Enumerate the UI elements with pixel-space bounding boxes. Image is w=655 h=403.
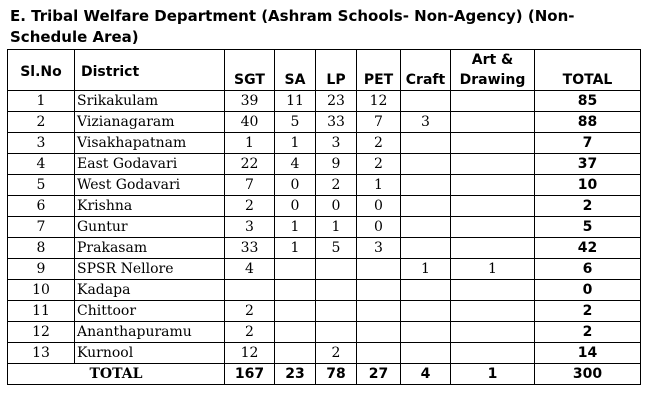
cell-district: Prakasam <box>75 238 225 259</box>
cell-slno: 4 <box>8 154 75 175</box>
header-row <box>8 50 641 91</box>
cell-craft <box>401 154 451 175</box>
cell-total: 10 <box>535 175 641 196</box>
cell-pet <box>357 322 401 343</box>
header-art-line2: Drawing <box>459 72 526 88</box>
cell-pet: 0 <box>357 196 401 217</box>
cell-art <box>451 112 535 133</box>
cell-total: 14 <box>535 343 641 364</box>
cell-sgt: 2 <box>225 196 275 217</box>
cell-total: 2 <box>535 301 641 322</box>
cell-lp: 33 <box>316 112 357 133</box>
cell-slno: 2 <box>8 112 75 133</box>
cell-slno: 5 <box>8 175 75 196</box>
cell-lp <box>316 280 357 301</box>
cell-sa <box>275 301 316 322</box>
cell-pet: 12 <box>357 91 401 112</box>
cell-craft: 1 <box>401 259 451 280</box>
table-row <box>8 112 641 133</box>
cell-lp: 3 <box>316 133 357 154</box>
cell-sa: 1 <box>275 238 316 259</box>
cell-art <box>451 91 535 112</box>
cell-craft: 3 <box>401 112 451 133</box>
cell-art <box>451 322 535 343</box>
cell-art <box>451 133 535 154</box>
cell-lp: 1 <box>316 217 357 238</box>
cell-sgt <box>225 280 275 301</box>
cell-slno: 7 <box>8 217 75 238</box>
header-sgt: SGT <box>225 50 275 91</box>
header-slno: Sl.No <box>8 50 75 91</box>
cell-sgt: 2 <box>225 322 275 343</box>
cell-district: Kadapa <box>75 280 225 301</box>
cell-craft <box>401 217 451 238</box>
totals-art: 1 <box>451 364 535 385</box>
cell-sa: 1 <box>275 217 316 238</box>
cell-art <box>451 154 535 175</box>
cell-art: 1 <box>451 259 535 280</box>
totals-total: 300 <box>535 364 641 385</box>
header-lp: LP <box>316 50 357 91</box>
cell-art <box>451 238 535 259</box>
cell-district: East Godavari <box>75 154 225 175</box>
table-row <box>8 91 641 112</box>
cell-craft <box>401 91 451 112</box>
cell-sa: 0 <box>275 175 316 196</box>
cell-sgt: 3 <box>225 217 275 238</box>
cell-sgt: 1 <box>225 133 275 154</box>
cell-district: Srikakulam <box>75 91 225 112</box>
cell-district: Chittoor <box>75 301 225 322</box>
cell-district: Visakhapatnam <box>75 133 225 154</box>
cell-craft <box>401 301 451 322</box>
cell-total: 7 <box>535 133 641 154</box>
totals-lp: 78 <box>316 364 357 385</box>
cell-pet <box>357 280 401 301</box>
cell-sgt: 22 <box>225 154 275 175</box>
cell-art <box>451 280 535 301</box>
cell-pet: 1 <box>357 175 401 196</box>
cell-total: 2 <box>535 196 641 217</box>
cell-art <box>451 301 535 322</box>
cell-pet: 7 <box>357 112 401 133</box>
cell-total: 88 <box>535 112 641 133</box>
cell-district: Vizianagaram <box>75 112 225 133</box>
cell-craft <box>401 343 451 364</box>
header-district: District <box>75 50 225 91</box>
header-total: TOTAL <box>535 50 641 91</box>
cell-pet: 0 <box>357 217 401 238</box>
cell-lp: 2 <box>316 175 357 196</box>
table-row <box>8 175 641 196</box>
cell-slno: 1 <box>8 91 75 112</box>
header-art-line1: Art & <box>471 52 514 68</box>
cell-lp: 9 <box>316 154 357 175</box>
cell-craft <box>401 238 451 259</box>
cell-district: Kurnool <box>75 343 225 364</box>
cell-craft <box>401 175 451 196</box>
cell-total: 6 <box>535 259 641 280</box>
cell-district: Krishna <box>75 196 225 217</box>
cell-sgt: 40 <box>225 112 275 133</box>
totals-pet: 27 <box>357 364 401 385</box>
cell-lp: 23 <box>316 91 357 112</box>
table-row <box>8 280 641 301</box>
cell-sa <box>275 322 316 343</box>
cell-total: 42 <box>535 238 641 259</box>
cell-total: 0 <box>535 280 641 301</box>
cell-slno: 13 <box>8 343 75 364</box>
cell-sgt: 7 <box>225 175 275 196</box>
cell-art <box>451 196 535 217</box>
cell-slno: 9 <box>8 259 75 280</box>
cell-total: 85 <box>535 91 641 112</box>
cell-sgt: 33 <box>225 238 275 259</box>
cell-district: Ananthapuramu <box>75 322 225 343</box>
cell-slno: 11 <box>8 301 75 322</box>
cell-lp: 0 <box>316 196 357 217</box>
cell-pet <box>357 301 401 322</box>
cell-district: West Godavari <box>75 175 225 196</box>
totals-label: TOTAL <box>8 364 225 385</box>
table-row <box>8 343 641 364</box>
table-row <box>8 322 641 343</box>
cell-sgt: 2 <box>225 301 275 322</box>
cell-sa <box>275 259 316 280</box>
cell-sgt: 39 <box>225 91 275 112</box>
cell-craft <box>401 322 451 343</box>
totals-sgt: 167 <box>225 364 275 385</box>
table-row <box>8 238 641 259</box>
cell-sa: 1 <box>275 133 316 154</box>
cell-slno: 8 <box>8 238 75 259</box>
cell-sa: 4 <box>275 154 316 175</box>
cell-sa: 0 <box>275 196 316 217</box>
cell-total: 37 <box>535 154 641 175</box>
cell-art <box>451 343 535 364</box>
totals-craft: 4 <box>401 364 451 385</box>
cell-pet: 2 <box>357 133 401 154</box>
cell-slno: 3 <box>8 133 75 154</box>
cell-craft <box>401 196 451 217</box>
totals-row <box>8 364 641 385</box>
header-craft: Craft <box>401 50 451 91</box>
cell-sgt: 12 <box>225 343 275 364</box>
cell-craft <box>401 133 451 154</box>
cell-pet: 2 <box>357 154 401 175</box>
cell-pet: 3 <box>357 238 401 259</box>
cell-art <box>451 175 535 196</box>
table-row <box>8 217 641 238</box>
cell-lp <box>316 322 357 343</box>
cell-pet <box>357 343 401 364</box>
table-row <box>8 154 641 175</box>
cell-art <box>451 217 535 238</box>
header-pet: PET <box>357 50 401 91</box>
cell-sa: 5 <box>275 112 316 133</box>
cell-district: Guntur <box>75 217 225 238</box>
cell-pet <box>357 259 401 280</box>
cell-slno: 6 <box>8 196 75 217</box>
page-title: E. Tribal Welfare Department (Ashram Schools- Non-Agency) (Non-Schedule Area) <box>10 7 575 46</box>
cell-lp: 5 <box>316 238 357 259</box>
totals-sa: 23 <box>275 364 316 385</box>
cell-total: 2 <box>535 322 641 343</box>
cell-sa: 11 <box>275 91 316 112</box>
staff-table <box>7 49 641 385</box>
cell-craft <box>401 280 451 301</box>
cell-sa <box>275 343 316 364</box>
cell-total: 5 <box>535 217 641 238</box>
cell-lp <box>316 301 357 322</box>
header-sa: SA <box>275 50 316 91</box>
cell-slno: 12 <box>8 322 75 343</box>
header-art-drawing <box>451 50 535 91</box>
table-row <box>8 133 641 154</box>
cell-sgt: 4 <box>225 259 275 280</box>
table-row <box>8 259 641 280</box>
cell-sa <box>275 280 316 301</box>
cell-district: SPSR Nellore <box>75 259 225 280</box>
cell-lp: 2 <box>316 343 357 364</box>
table-row <box>8 196 641 217</box>
cell-slno: 10 <box>8 280 75 301</box>
table-row <box>8 301 641 322</box>
cell-lp <box>316 259 357 280</box>
